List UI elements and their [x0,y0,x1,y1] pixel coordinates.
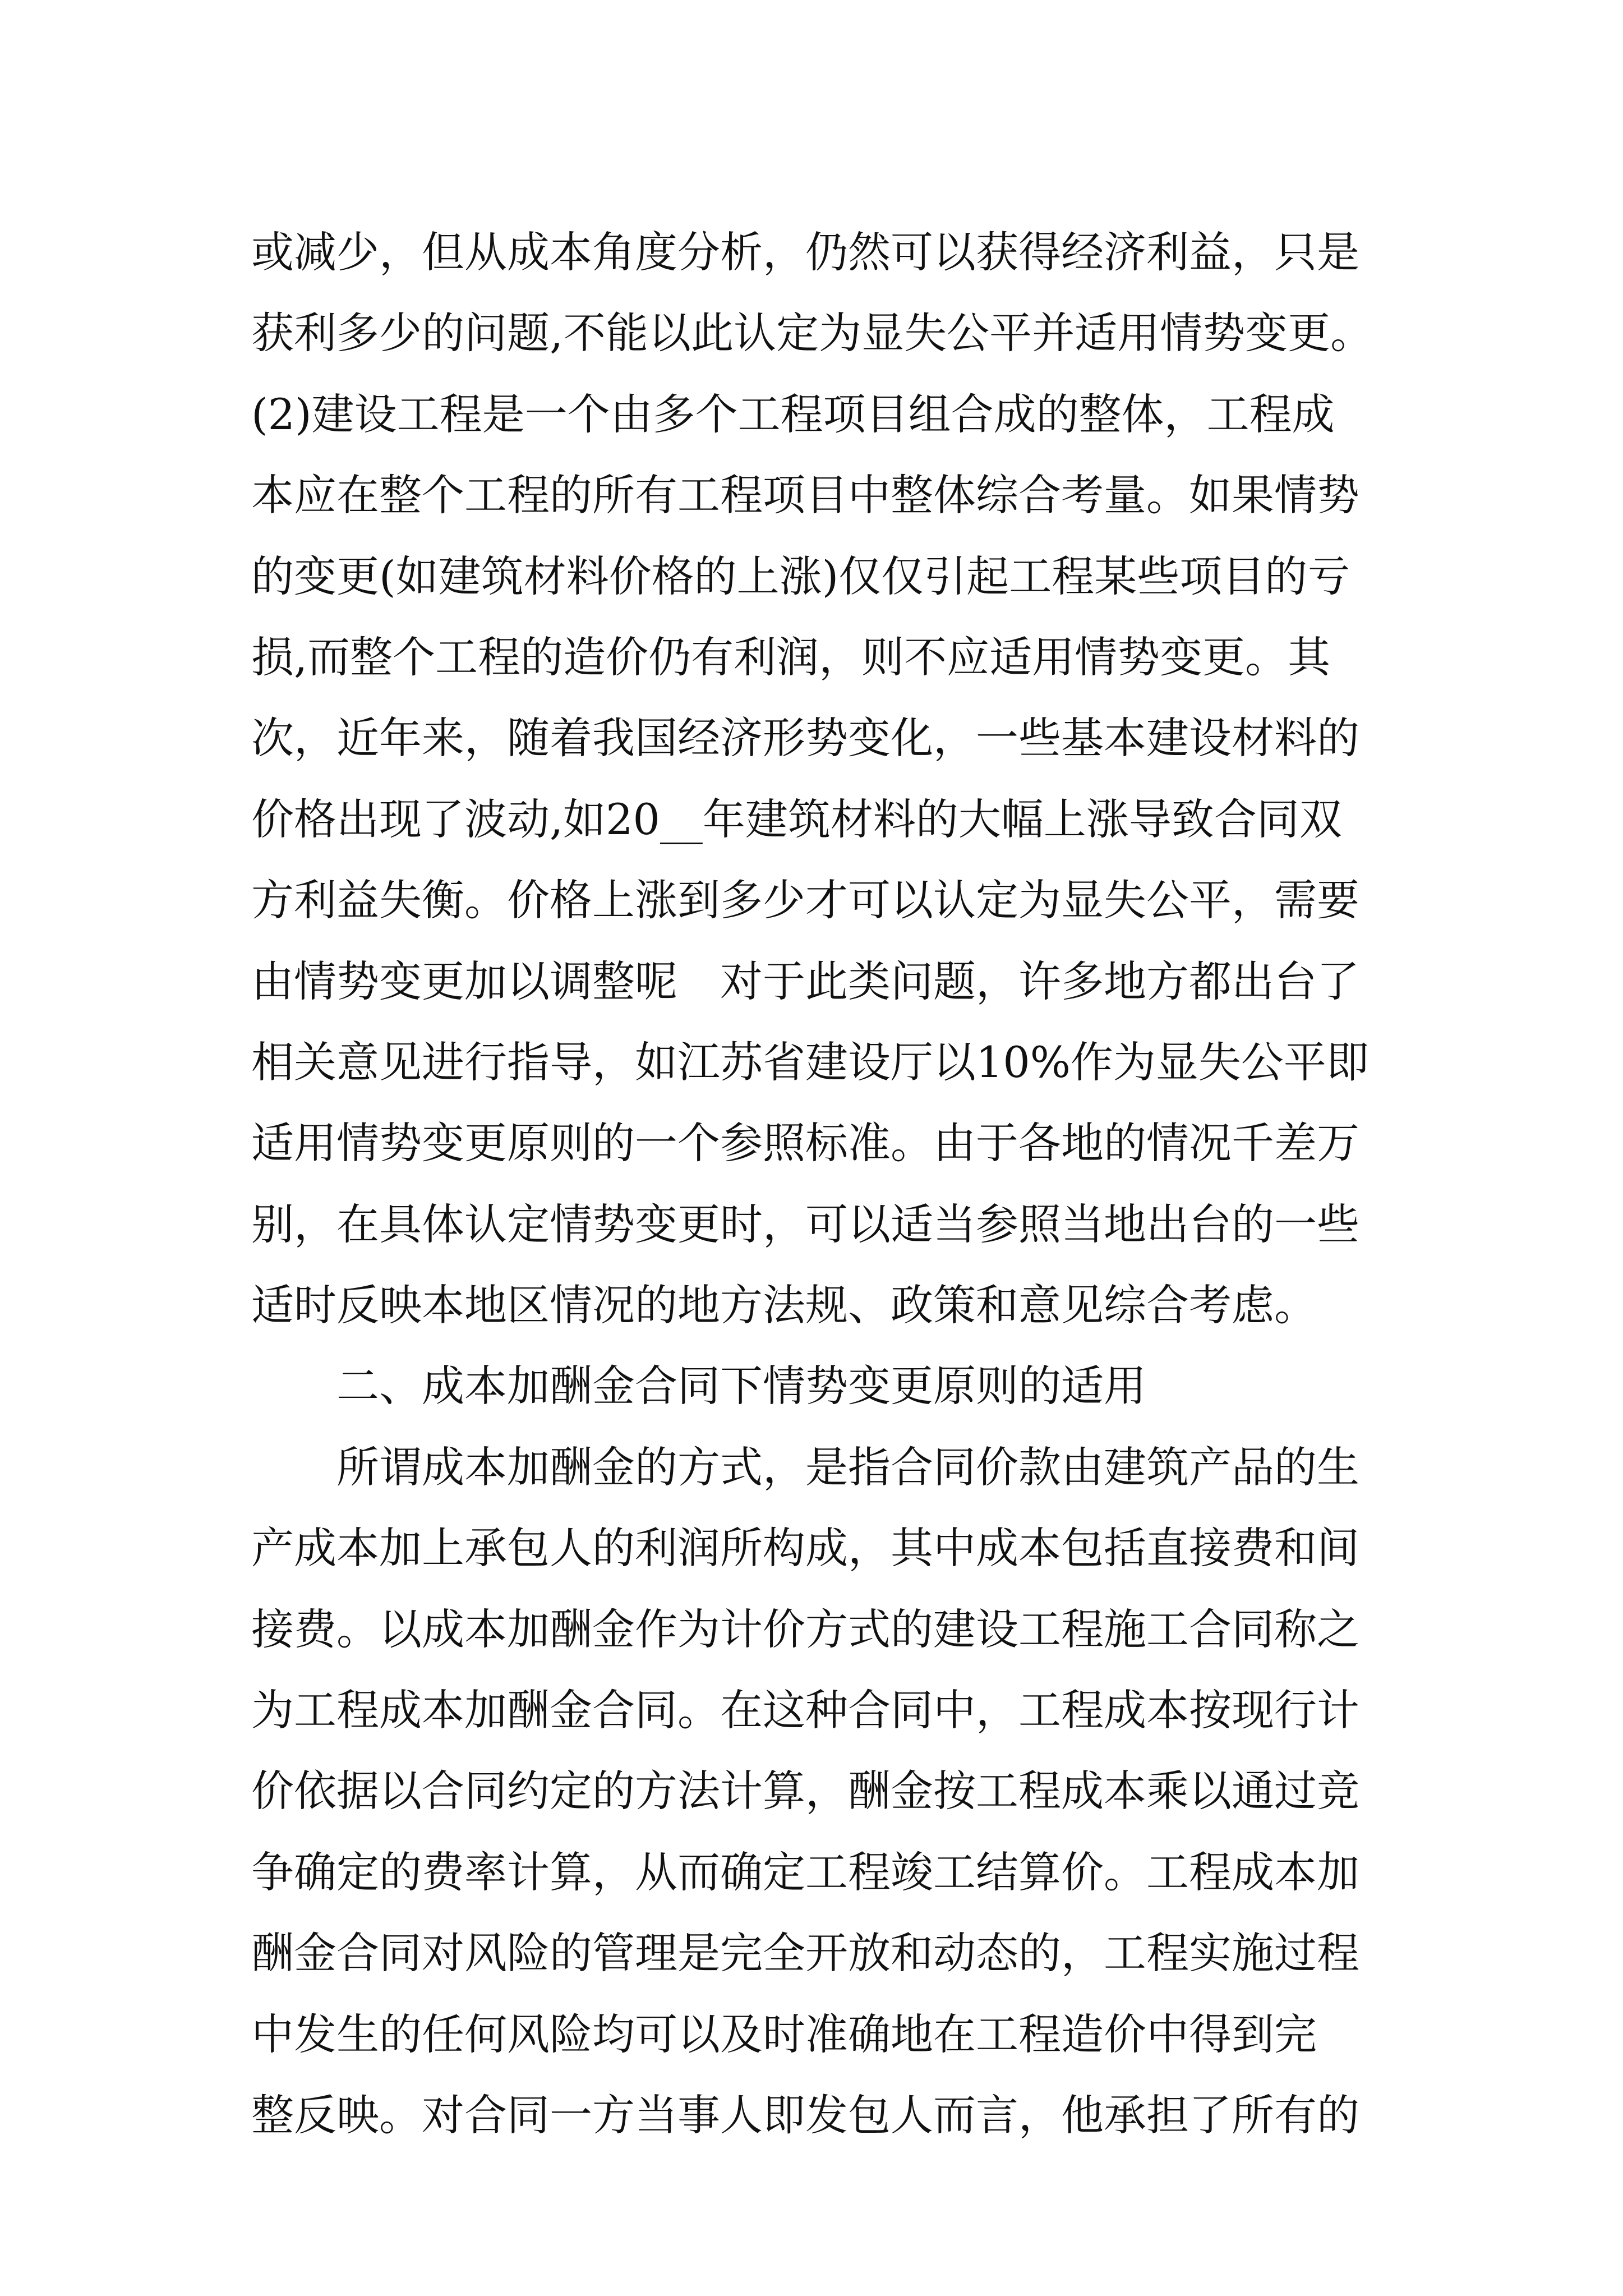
text-line: 适用情势变更原则的一个参照标准。由于各地的情况千差万 [251,1118,1359,1168]
text-line: 整反映。对合同一方当事人即发包人而言，他承担了所有的 [251,2090,1359,2140]
text-line: 适时反映本地区情况的地方法规、政策和意见综合考虑。 [251,1280,1317,1331]
text-line: 由情势变更加以调整呢 对于此类问题，许多地方都出台了 [251,956,1359,1006]
text-line: 价格出现了波动,如20__年建筑材料的大幅上涨导致合同双 [251,794,1342,844]
text-line: 次，近年来，随着我国经济形势变化，一些基本建设材料的 [251,713,1359,763]
text-line: 方利益失衡。价格上涨到多少才可以认定为显失公平，需要 [251,875,1359,926]
text-line: 中发生的任何风险均可以及时准确地在工程造价中得到完 [251,2009,1317,2059]
text-line: 接费。以成本加酬金作为计价方式的建设工程施工合同称之 [251,1604,1359,1654]
text-line: 所谓成本加酬金的方式，是指合同价款由建筑产品的生 [251,1442,1359,1492]
text-line: 获利多少的问题,不能以此认定为显失公平并适用情势变更。 [251,308,1373,358]
text-line: 价依据以合同约定的方法计算，酬金按工程成本乘以通过竞 [251,1766,1359,1816]
text-line: 损,而整个工程的造价仍有利润，则不应适用情势变更。其 [251,632,1331,682]
text-line: 的变更(如建筑材料价格的上涨)仅仅引起工程某些项目的亏 [251,551,1350,601]
text-line: 本应在整个工程的所有工程项目中整体综合考量。如果情势 [251,470,1359,521]
text-line: 相关意见进行指导，如江苏省建设厅以10%作为显失公平即 [251,1037,1369,1087]
text-line: 产成本加上承包人的利润所构成，其中成本包括直接费和间 [251,1523,1359,1573]
text-line: 别，在具体认定情势变更时，可以适当参照当地出台的一些 [251,1199,1359,1249]
text-line: 酬金合同对风险的管理是完全开放和动态的，工程实施过程 [251,1928,1359,1978]
body-text [251,212,1407,2156]
section-heading: 二、成本加酬金合同下情势变更原则的适用 [251,1361,1146,1411]
text-line: 争确定的费率计算，从而确定工程竣工结算价。工程成本加 [251,1847,1359,1897]
text-line: 或减少，但从成本角度分析，仍然可以获得经济利益，只是 [251,227,1359,277]
text-line: 为工程成本加酬金合同。在这种合同中，工程成本按现行计 [251,1685,1359,1736]
text-line: (2)建设工程是一个由多个工程项目组合成的整体，工程成 [251,389,1335,439]
